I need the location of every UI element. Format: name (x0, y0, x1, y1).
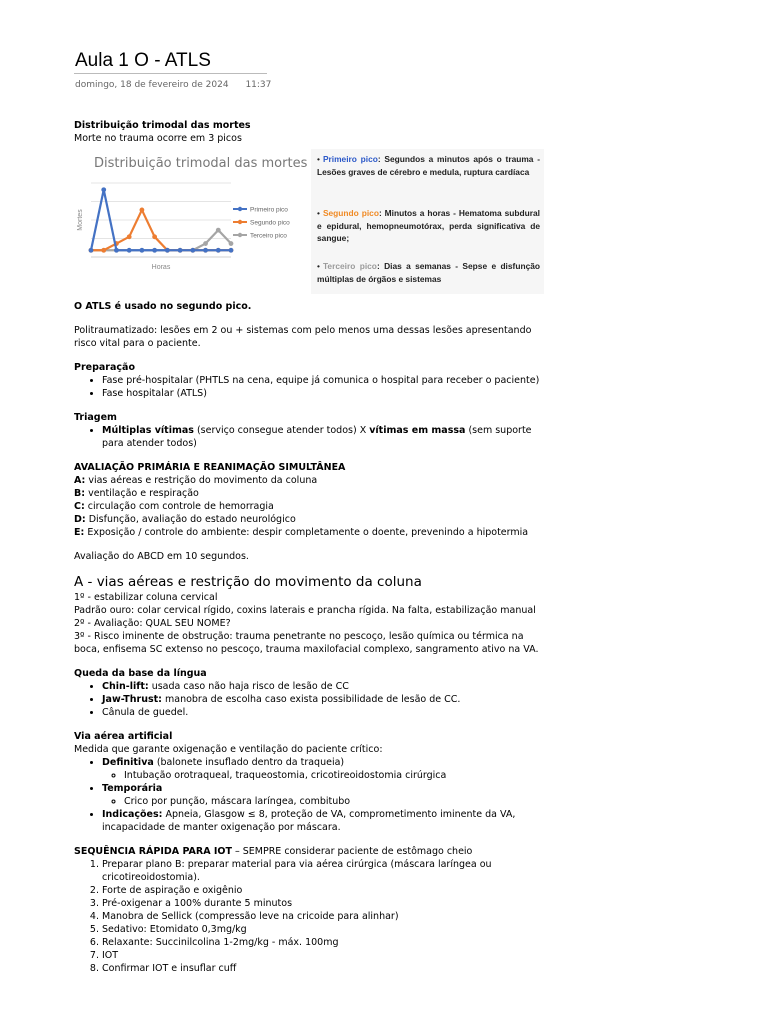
legend-label: Segundo pico (250, 219, 290, 227)
legend-marker (238, 233, 242, 237)
trimodal-figure (71, 149, 541, 294)
data-point (152, 234, 157, 239)
avaliacao-item-c: C: circulação com controle de hemorragia (74, 501, 274, 512)
list-item: 2. Forte de aspiração e oxigênio (102, 884, 544, 897)
pico-3-label: Terceiro pico (322, 261, 377, 271)
politrauma-text: Politraumatizado: lesões em 2 ou + sistemas com pelo menos uma dessas lesões apresentando risco vital para o paciente. (74, 325, 532, 349)
atls-note: O ATLS é usado no segundo pico. (74, 301, 252, 312)
chart-title: Distribuição trimodal das mortes (94, 156, 308, 171)
trimodal-chart (71, 149, 311, 294)
section-a-heading: A - vias aéreas e restrição do movimento da coluna (74, 574, 422, 590)
list-item: • Jaw-Thrust: manobra de escolha caso exista possibilidade de lesão de CC. (102, 693, 544, 706)
list-item: • Múltiplas vítimas (serviço consegue atender todos) X vítimas em massa (sem suporte para atender todos) (102, 424, 544, 450)
section-a-line: 1º - estabilizar coluna cervical (74, 592, 218, 603)
list-item: • Cânula de guedel. (102, 706, 544, 719)
list-item: • Fase pré-hospitalar (PHTLS na cena, equipe já comunica o hospital para receber o paciente) (102, 374, 544, 387)
legend-marker (238, 220, 242, 224)
pico-2-text: : Minutos a horas - Hematoma subdural e epidural, hemopneumotórax, perda significativa de sangue; (317, 208, 540, 243)
pico-1-text: : Segundos a minutos após o trauma - Lesões graves de cérebro e medula, ruptura cardíaca (317, 154, 540, 177)
list-item: 5. Sedativo: Etomidato 0,3mg/kg (102, 923, 544, 936)
pico-3-text: : Dias a semanas - Sepse e disfunção múltiplas de órgãos e sistemas (317, 261, 540, 284)
list-item: 6. Relaxante: Succinilcolina 1-2mg/kg - máx. 100mg (102, 936, 544, 949)
avaliacao-note: Avaliação do ABCD em 10 segundos. (74, 551, 249, 562)
pico-3: • Terceiro pico: Dias a semanas - Sepse e disfunção múltiplas de órgãos e sistemas (317, 261, 540, 284)
time-text: 11:37 (245, 80, 272, 90)
data-point (216, 248, 221, 253)
preparacao-list (74, 374, 544, 400)
data-point (140, 248, 145, 253)
list-item: • Definitiva (balonete insuflado dentro da traqueia) ◦ Intubação orotraqueal, traqueostomia, cricotireoidostomia cirúrgica (102, 756, 544, 782)
list-item: • Temporária ◦ Crico por punção, máscara laríngea, combitubo (102, 782, 544, 808)
section-a-line: 2º - Avaliação: QUAL SEU NOME? (74, 618, 231, 629)
data-point (229, 241, 234, 246)
list-item: 4. Manobra de Sellick (compressão leve na cricoide para alinhar) (102, 910, 544, 923)
list-item: 7. IOT (102, 949, 544, 962)
page-title[interactable]: Aula 1 O - ATLS (75, 50, 211, 71)
via-aerea-intro: Medida que garante oxigenação e ventilação do paciente crítico: (74, 744, 383, 755)
intro-subtitle: Morte no trauma ocorre em 3 picos (74, 133, 242, 144)
data-point (152, 248, 157, 253)
list-item: • Fase hospitalar (ATLS) (102, 387, 544, 400)
queda-heading: Queda da base da língua (74, 668, 207, 679)
triagem-heading: Triagem (74, 412, 117, 423)
list-item: 1. Preparar plano B: preparar material para via aérea cirúrgica (máscara laríngea ou cricotireoidostomia). (102, 858, 544, 884)
via-aerea-list (74, 756, 544, 834)
pico-2: • Segundo pico: Minutos a horas - Hematoma subdural e epidural, hemopneumotórax, perda significativa de sangue; (317, 208, 540, 243)
preparacao-heading: Preparação (74, 362, 135, 373)
note-body[interactable] (74, 119, 544, 975)
avaliacao-item-b: B: ventilação e respiração (74, 488, 199, 499)
data-point (89, 248, 94, 253)
picos-panel (311, 149, 544, 294)
via-aerea-heading: Via aérea artificial (74, 731, 173, 742)
legend-label: Terceiro pico (250, 232, 287, 240)
data-point (127, 248, 132, 253)
data-point (190, 248, 195, 253)
date-text: domingo, 18 de fevereiro de 2024 (75, 80, 229, 90)
list-item: 8. Confirmar IOT e insuflar cuff (102, 962, 544, 975)
data-point (101, 187, 106, 192)
list-item: • Indicações: Apneia, Glasgow ≤ 8, proteção de VA, comprometimento iminente da VA, incapacidade de manter oxigenação por máscara. (102, 808, 544, 834)
intro-heading: Distribuição trimodal das mortes (74, 120, 251, 131)
data-point (140, 208, 145, 213)
data-point (216, 228, 221, 233)
queda-list (74, 680, 544, 719)
y-axis-label: Mortes (77, 209, 84, 231)
section-a-line: 3º - Risco iminente de obstrução: trauma penetrante no pescoço, lesão química ou térmica na boca, enfisema SC extenso no pescoço, trauma maxilofacial complexo, sangramento ativo na VA. (74, 631, 539, 655)
data-point (127, 234, 132, 239)
data-point (178, 248, 183, 253)
list-item: • Chin-lift: usada caso não haja risco de lesão de CC (102, 680, 544, 693)
data-point (114, 248, 119, 253)
seq-heading: SEQUÊNCIA RÁPIDA PARA IOT – SEMPRE considerar paciente de estômago cheio (74, 846, 473, 857)
avaliacao-heading: AVALIAÇÃO PRIMÁRIA E REANIMAÇÃO SIMULTÂNEA (74, 462, 346, 473)
data-point (101, 248, 106, 253)
avaliacao-item-e: E: Exposição / controle do ambiente: despir completamente o doente, prevenindo a hipotermia (74, 527, 529, 538)
legend-label: Primeiro pico (250, 206, 288, 214)
title-underline (74, 73, 267, 74)
chart-area (71, 149, 311, 294)
pico-1-label: Primeiro pico (322, 154, 378, 164)
data-point (203, 241, 208, 246)
data-point (203, 248, 208, 253)
seq-list (74, 858, 544, 975)
page-date (75, 80, 285, 90)
data-point (165, 248, 170, 253)
x-axis-label: Horas (151, 264, 171, 271)
triagem-list (74, 424, 544, 450)
sub-list-item: ◦ Intubação orotraqueal, traqueostomia, cricotireoidostomia cirúrgica (124, 769, 544, 782)
pico-2-label: Segundo pico (322, 208, 379, 218)
avaliacao-item-d: D: Disfunção, avaliação do estado neurológico (74, 514, 296, 525)
sub-list-item: ◦ Crico por punção, máscara laríngea, combitubo (124, 795, 544, 808)
legend-marker (238, 207, 242, 211)
data-point (229, 248, 234, 253)
pico-1: • Primeiro pico: Segundos a minutos após o trauma - Lesões graves de cérebro e medula, ruptura cardíaca (317, 154, 540, 177)
section-a-line: Padrão ouro: colar cervical rígido, coxins laterais e prancha rígida. Na falta, estabilização manual (74, 605, 536, 616)
list-item: 3. Pré-oxigenar a 100% durante 5 minutos (102, 897, 544, 910)
avaliacao-item-a: A: vias aéreas e restrição do movimento da coluna (74, 475, 318, 486)
